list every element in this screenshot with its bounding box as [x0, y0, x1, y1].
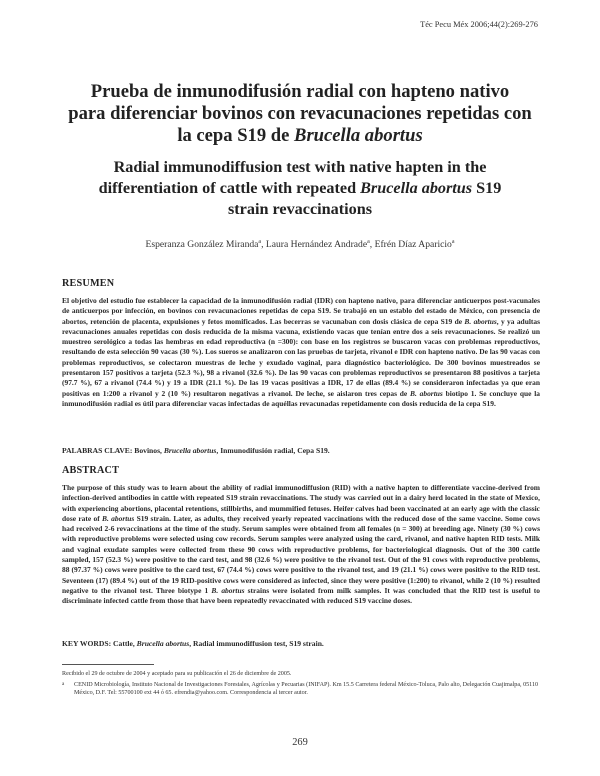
affiliation-note: [62, 681, 540, 697]
received-note: Recibido el 29 de octubre de 2004 y aceptado para su publicación el 26 de diciembre de 2005.: [62, 671, 292, 677]
affiliation-mark: a: [258, 239, 262, 245]
abstract-text: S19 strain. Later, as adults, they received yearly repeated vaccinations with the reduced dose of the same vaccine. Some cows had received 2-6 revaccinations at the time of the study. Serum samples were obtained from all females (n = 300) at breeding age. Ninety (30 %) cows with reproductive problems were selected using cow records. Serum samples were analyzed using the card, rivanol, and native hapten RID tests. Milk and vaginal exudate samples were collected from these 90 cows with reproductive problems, for bacteriological diagnosis. Out of the 300 cattle sampled, 157 (52.3 %) were positive to the card test, and 98 (32.6 %) were positive to the rivanol test. Out of the 91 cows with reproductive problems, 88 (97.37 %) cows were positive to the card test, 67 (74.4 %) cows were positive to the rivanol test, and 19 (21.1 %) cows were positive to the RID test. Seventeen (17) (89.4 %) out of the 19 RID-positive cows were considered as infected, since they were positive (1:200) to rivanol, while 2 (10 %) resulted negative to the rivanol test. Three biotype 1: [62, 513, 540, 595]
affiliation-text: CENID Microbiología, Instituto Nacional de Investigaciones Forestales, Agrícolas y Pecuarias (INIFAP). Km 15.5 Carretera federal México-Toluca, Palo alto, Delegación Cuajimalpa, 05110 México, D.F. Tel: 55700100 ext 44 ó 65. efrendia@yahoo.com. Correspondencia al tercer autor.: [74, 682, 539, 697]
affiliation-mark: a: [367, 239, 370, 245]
abstract-text: The purpose of this study was to learn about the ability of radial immunodiffusion (RID) with a native hapten to differentiate vaccine-derived from infection-derived antibodies in cattle with repeated S19 strain revaccinations. The study was carried out in a dairy herd located in the state of Mexico, with experiencing abortions, placental retentions, stillbirths, and mummified fetuses. Heifer calves had been vaccinated at an early age with the classic dose rate of: [62, 483, 540, 523]
english-title-text: differentiation of cattle with repeated: [98, 179, 361, 197]
species-name: B. abortus: [102, 513, 135, 523]
affiliation-mark: a: [451, 239, 455, 245]
abstract-heading: ABSTRACT: [62, 465, 120, 476]
author-2: Laura Hernández Andrade: [265, 239, 368, 251]
keywords-text: , Inmunodifusión radial, Cepa S19.: [216, 446, 330, 455]
species-name: B. abortus: [211, 585, 245, 595]
species-name: B. abortus: [410, 388, 443, 398]
english-title-species: Brucella abortus: [360, 179, 473, 197]
footnote-divider: [62, 664, 154, 665]
author-separator: ,: [261, 239, 266, 251]
author-3: Efrén Díaz Aparicio: [374, 239, 452, 251]
spanish-title-text: la cepa S19 de: [177, 125, 295, 146]
species-name: Brucella abortus: [136, 639, 190, 648]
author-1: Esperanza González Miranda: [145, 239, 259, 251]
author-separator: ,: [369, 239, 375, 251]
author-list: [0, 239, 600, 250]
english-title-line-2: [40, 178, 560, 199]
resumen-body: [62, 296, 540, 409]
spanish-title-species: Brucella abortus: [294, 125, 423, 146]
species-name: Brucella abortus: [163, 446, 217, 455]
spanish-title-line-1: Prueba de inmunodifusión radial con hapteno nativo: [90, 81, 510, 102]
resumen-text: biotipo 1. Se concluye que la inmunodifusión radial es útil para diferenciar vacas infectadas de aquéllas revacunadas repetidamente con dosis reducida de la cepa S19.: [62, 388, 541, 408]
keywords-text: , Radial immunodiffusion test, S19 strain.: [189, 639, 324, 648]
resumen-heading: RESUMEN: [62, 278, 115, 289]
spanish-title-line-2: para diferenciar bovinos con revacunaciones repetidas con: [68, 103, 532, 124]
key-words: [62, 639, 540, 648]
spanish-title: [40, 81, 560, 147]
keywords-label: KEY WORDS: Cattle,: [62, 639, 137, 648]
resumen-text: , y ya adultas revacunaciones anuales repetidas con dosis reducida de la misma vacuna, existiendo vacas que tenían entre dos a seis revacunaciones. Se realizó un muestreo serológico a todas las hembras en edad reproductiva (n =300): con base en los registros se buscaron vacas con problemas reproductivos, resultando de esta selección 90 vacas (30 %). Los sueros se analizaron con las pruebas de tarjeta, rivanol e IDR con hapteno nativo. De las 90 vacas con problemas reproductivos, se colectaron muestras de leche y exudado vaginal, para diagnóstico bacteriológico. De 300 bovinos muestreados se presentaron 157 positivos a tarjeta (52.3 %), 98 a rivanol (32.6 %). De las 90 vacas con problemas reproductivos se presentaron 88 positivos a tarjeta (97.7 %), 67 a rivanol (74.4 %) y 19 a IDR (21.1 %). De las 19 vacas positivas a IDR, 17 de ellas (89.4 %) se consideraron infectadas ya que eran positivas en 1:200 a rivanol y 2 (10 %) resultaron negativas a rivanol. De leche, se aislaron tres cepas de: [62, 316, 540, 398]
english-title-line-3: strain revaccinations: [227, 200, 373, 218]
page-number: 269: [292, 737, 308, 748]
palabras-clave: [62, 446, 540, 455]
species-name: B. abortus: [464, 316, 497, 326]
resumen-text: El objetivo del estudio fue establecer la capacidad de la inmunodifusión radial (IDR) con hapteno nativo, para diferenciar anticuerpos post-vacunales de anticuerpos por infección, en bovinos con revacunaciones repetidas de cepa S19. Se trabajó en un establo del estado de México, con presencia de abortos, retención de placenta, expulsiones y fetos momificados. Las becerras se vacunaban con dosis clásica de cepa S19 de: [62, 296, 540, 326]
english-title-line-1: Radial immunodiffusion test with native hapten in the: [113, 158, 487, 176]
journal-reference: Téc Pecu Méx 2006;44(2):269-276: [420, 20, 538, 29]
spanish-title-line-3: [40, 125, 560, 147]
keywords-label: PALABRAS CLAVE: Bovinos,: [62, 446, 164, 455]
abstract-body: [62, 483, 540, 607]
english-title-strain: S19: [472, 179, 502, 197]
affiliation-mark: a: [62, 682, 65, 687]
english-title: [40, 157, 560, 220]
abstract-text: strains were isolated from milk samples. It was concluded that the RID test is useful to discriminate infected cattle from those that have been repeatedly revaccinated with reduced S19 vaccine doses.: [62, 585, 540, 606]
